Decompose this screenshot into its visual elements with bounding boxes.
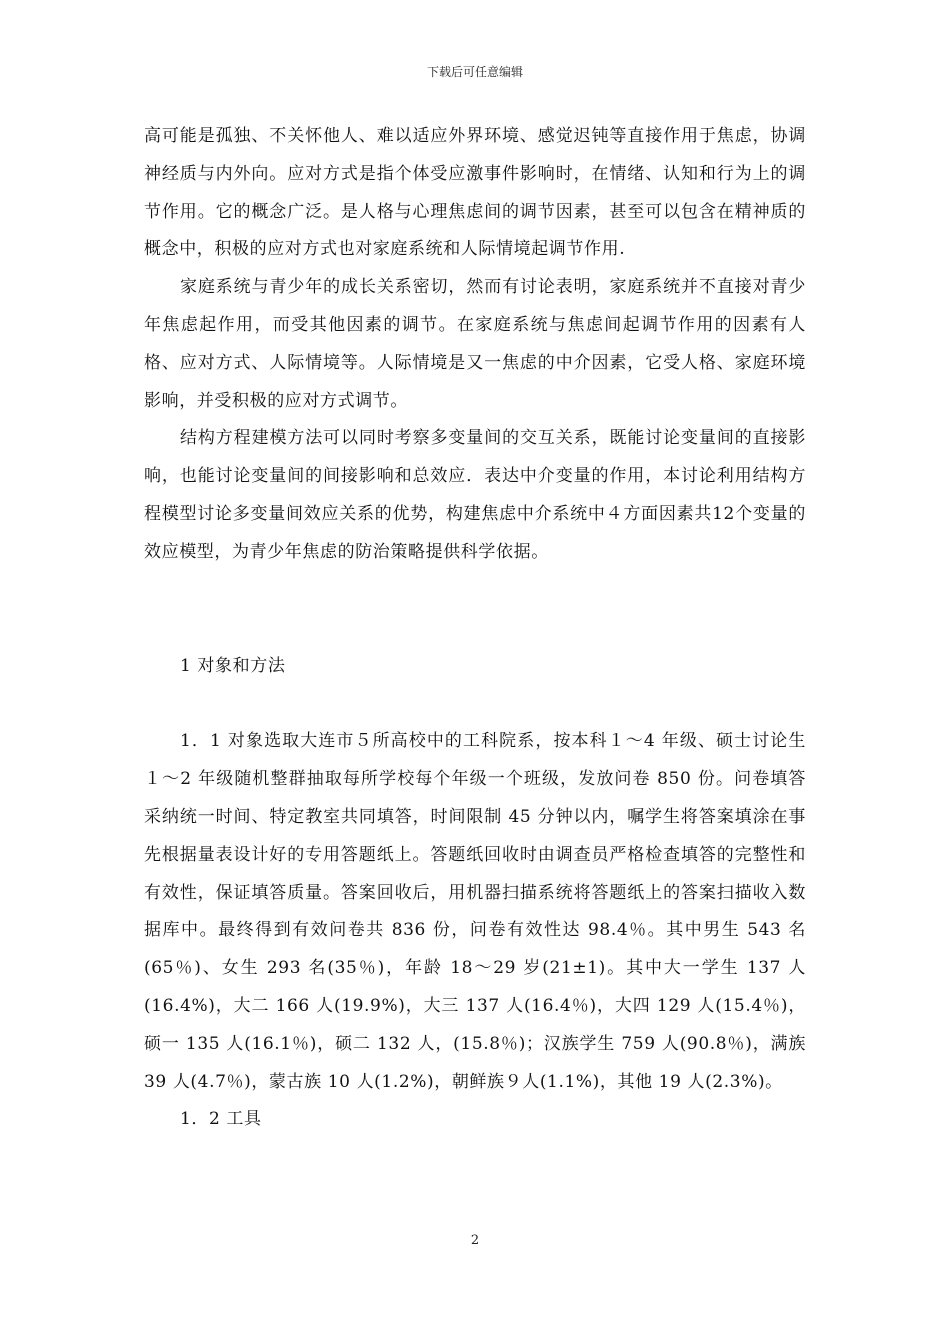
paragraph-subjects: 1．1 对象选取大连市５所高校中的工科院系，按本科１～4 年级、硕士讨论生１～2 年级随机整群抽取每所学校每个年级一个班级，发放问卷 850 份。问卷填答采纳统一时间、特定教室共同填答，时间限制 45 分钟以内，嘱学生将答案填涂在事先根据量表设计好的专用答题纸上。答题纸回收时由调查员严格检查填答的完整性和有效性，保证填答质量。答案回收后，用机器扫描系统将答题纸上的答案扫描收入数据库中。最终得到有效问卷共 836 份，问卷有效性达 98.4％。其中男生 543 名(65％)、女生 293 名(35％)，年龄 18～29 岁(21±1)。其中大一学生 137 人(16.4%)，大二 166 人(19.9%)，大三 137 人(16.4％)，大四 129 人(15.4％)，硕一 135 人(16.1％)，硕二 132 人，(15.8％)；汉族学生 759 人(90.8％)，满族 39 人(4.7％)，蒙古族 10 人(1.2%)，朝鲜族９人(1.1%)，其他 19 人(2.3%)。 (144, 731, 806, 1092)
paragraph-structural-equation: 结构方程建模方法可以同时考察多变量间的交互关系，既能讨论变量间的直接影响，也能讨论变量间的间接影响和总效应．表达中介变量的作用，本讨论利用结构方程模型讨论多变量间效应关系的优势，构建焦虑中介系统中４方面因素共12个变量的效应模型，为青少年焦虑的防治策略提供科学依据。 (144, 428, 806, 562)
page-number: 2 (470, 1233, 480, 1248)
document-body (144, 118, 806, 1139)
section-spacer-small (144, 685, 806, 723)
section-heading-methods: 1 对象和方法 (180, 655, 286, 676)
paragraph-anxiety-personality: 高可能是孤独、不关怀他人、难以适应外界环境、感觉迟钝等直接作用于焦虑，协调神经质与内外向。应对方式是指个体受应激事件影响时，在情绪、认知和行为上的调节作用。它的概念广泛。是人格与心理焦虑间的调节因素，甚至可以包含在精神质的概念中，积极的应对方式也对家庭系统和人际情境起调节作用. (144, 126, 806, 260)
section-spacer (144, 572, 806, 648)
page-header: 下载后可任意编辑 (426, 65, 523, 79)
paragraph-family-system: 家庭系统与青少年的成长关系密切，然而有讨论表明，家庭系统并不直接对青少年焦虑起作用，而受其他因素的调节。在家庭系统与焦虑间起调节作用的因素有人格、应对方式、人际情境等。人际情境是又一焦虑的中介因素，它受人格、家庭环境影响，并受积极的应对方式调节。 (144, 277, 806, 411)
subsection-heading-tools: 1．2 工具 (180, 1109, 262, 1130)
